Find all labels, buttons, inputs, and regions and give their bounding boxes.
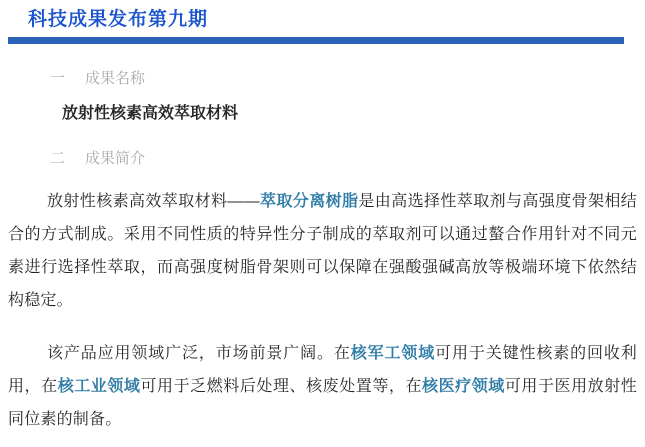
text-segment: 是由高选择性萃取剂与高强度骨架相结合的方式制成。采用不同性质的特异性分子制成的萃取剂可以通过螯合作用针对不同元素进行选择性萃取，而高强度树脂骨架则可以保障在强酸强碱高放等极端环境下依然结构稳定。 bbox=[8, 193, 637, 309]
highlighted-term: 核军工领域 bbox=[350, 345, 436, 362]
text-segment: 该产品应用领域广泛，市场前景广阔。在 bbox=[47, 345, 351, 362]
section-label: 成果简介 bbox=[85, 150, 146, 167]
highlighted-term: 萃取分离树脂 bbox=[259, 193, 359, 210]
product-name: 放射性核素高效萃取材料 bbox=[62, 105, 239, 122]
text-segment: 可用于关键性核素的回收利用，在 bbox=[8, 345, 637, 395]
page-header bbox=[0, 0, 645, 44]
section-number: 一 bbox=[50, 70, 66, 87]
header-underline-bar bbox=[8, 37, 624, 44]
text-segment: 放射性核素高效萃取材料—— bbox=[47, 193, 260, 210]
section-heading-intro bbox=[50, 150, 645, 167]
applications-paragraph bbox=[8, 337, 637, 436]
text-segment: 可用于医用放射性同位素的制备。 bbox=[8, 378, 637, 428]
highlighted-term: 核工业领域 bbox=[57, 378, 141, 395]
section-heading-name bbox=[50, 70, 645, 87]
page-title: 科技成果发布第九期 bbox=[28, 9, 209, 30]
section-label: 成果名称 bbox=[85, 70, 146, 87]
section-number: 二 bbox=[50, 150, 66, 167]
highlighted-term: 核医疗领域 bbox=[422, 378, 505, 395]
intro-paragraph bbox=[8, 185, 637, 317]
text-segment: 可用于乏燃料后处理、核废处置等，在 bbox=[140, 378, 423, 395]
